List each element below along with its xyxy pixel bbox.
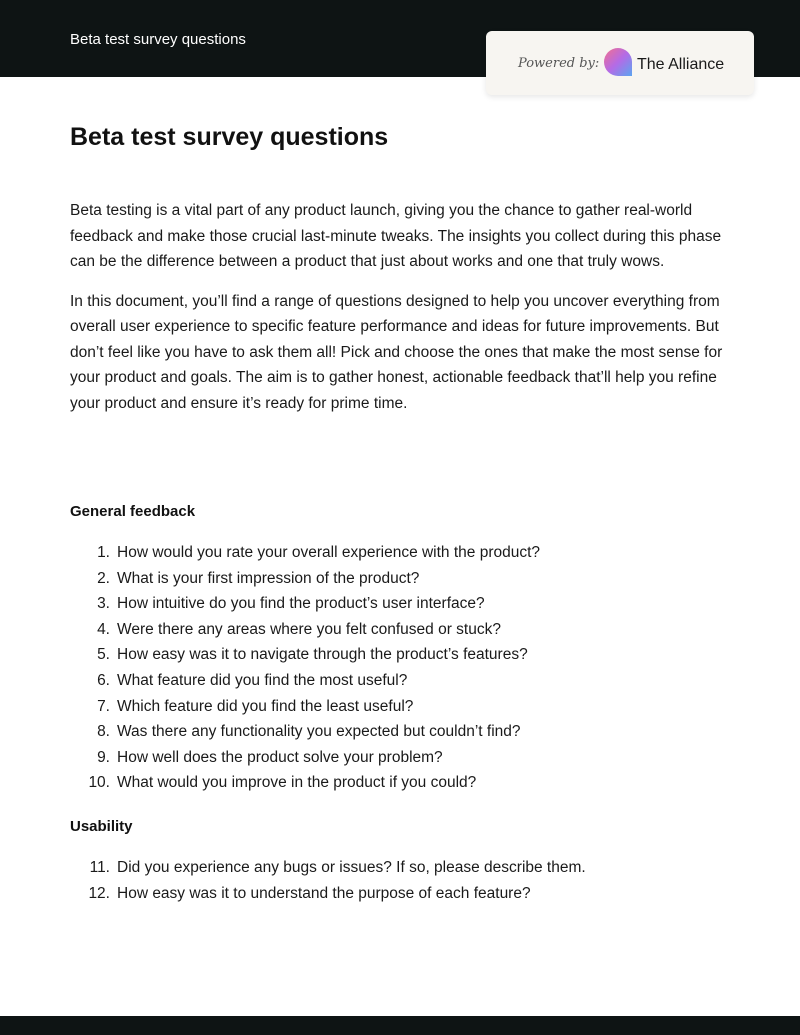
- question-item: [70, 668, 730, 694]
- question-number: 2.: [97, 569, 110, 587]
- intro-paragraph: In this document, you’ll find a range of questions designed to help you uncover everything from overall user experience to specific feature performance and ideas for future improvements. But don’t feel like you have to ask them all! Pick and choose the ones that make the most sense for your product and goals. The aim is to gather honest, actionable feedback that’ll help you refine your product and ensure it’s ready for prime time.: [70, 292, 723, 412]
- question-text: How well does the product solve your problem?: [117, 748, 443, 766]
- question-item: [70, 566, 730, 592]
- question-number: 1.: [97, 544, 110, 561]
- question-item: [70, 540, 730, 566]
- question-item: [70, 694, 730, 720]
- question-number: 4.: [97, 620, 110, 638]
- page-title: Beta test survey questions: [70, 123, 389, 151]
- question-number: 10.: [88, 774, 110, 792]
- question-number: 5.: [97, 646, 110, 664]
- question-list-general-feedback: [70, 540, 730, 796]
- question-item: [70, 591, 730, 617]
- question-item: [70, 770, 730, 796]
- question-number: 7.: [97, 697, 110, 715]
- question-number: 8.: [97, 723, 110, 741]
- question-item: [70, 617, 730, 643]
- question-item: [70, 642, 730, 668]
- section-heading-general-feedback: General feedback: [70, 503, 196, 520]
- header-title: Beta test survey questions: [70, 31, 246, 48]
- intro-paragraph: Beta testing is a vital part of any product launch, giving you the chance to gather real-world feedback and make those crucial last-minute tweaks. The insights you collect during this phase can be the difference between a product that just about works and one that truly wows.: [70, 202, 722, 270]
- header-bar: [0, 0, 800, 77]
- question-text: Were there any areas where you felt confused or stuck?: [117, 620, 501, 638]
- question-number: 3.: [97, 595, 110, 613]
- question-item: [70, 855, 730, 881]
- question-text: What would you improve in the product if you could?: [117, 774, 477, 792]
- footer-bar: [0, 1016, 800, 1035]
- intro-text: [70, 198, 730, 430]
- question-text: Did you experience any bugs or issues? If so, please describe them.: [117, 859, 586, 876]
- question-text: What is your first impression of the product?: [117, 569, 420, 587]
- question-item: [70, 745, 730, 771]
- question-number: 11.: [89, 859, 110, 876]
- powered-by-label: Powered by:: [518, 56, 600, 71]
- question-text: Which feature did you find the least useful?: [117, 697, 414, 715]
- question-number: 12.: [88, 884, 110, 902]
- powered-by-card: [486, 31, 754, 95]
- question-number: 9.: [97, 748, 110, 766]
- question-item: [70, 881, 730, 907]
- question-text: How easy was it to navigate through the product’s features?: [117, 646, 528, 664]
- question-text: What feature did you find the most useful?: [117, 671, 408, 689]
- brand-logo-icon: [603, 47, 633, 77]
- question-text: How easy was it to understand the purpose of each feature?: [117, 884, 531, 902]
- question-text: How intuitive do you find the product’s user interface?: [117, 595, 485, 613]
- question-text: How would you rate your overall experience with the product?: [117, 544, 541, 561]
- question-text: Was there any functionality you expected but couldn’t find?: [117, 723, 521, 741]
- question-item: [70, 719, 730, 745]
- section-heading-usability: Usability: [70, 818, 133, 835]
- brand-name: The Alliance: [637, 56, 725, 73]
- question-number: 6.: [97, 671, 110, 689]
- question-list-usability: [70, 855, 730, 906]
